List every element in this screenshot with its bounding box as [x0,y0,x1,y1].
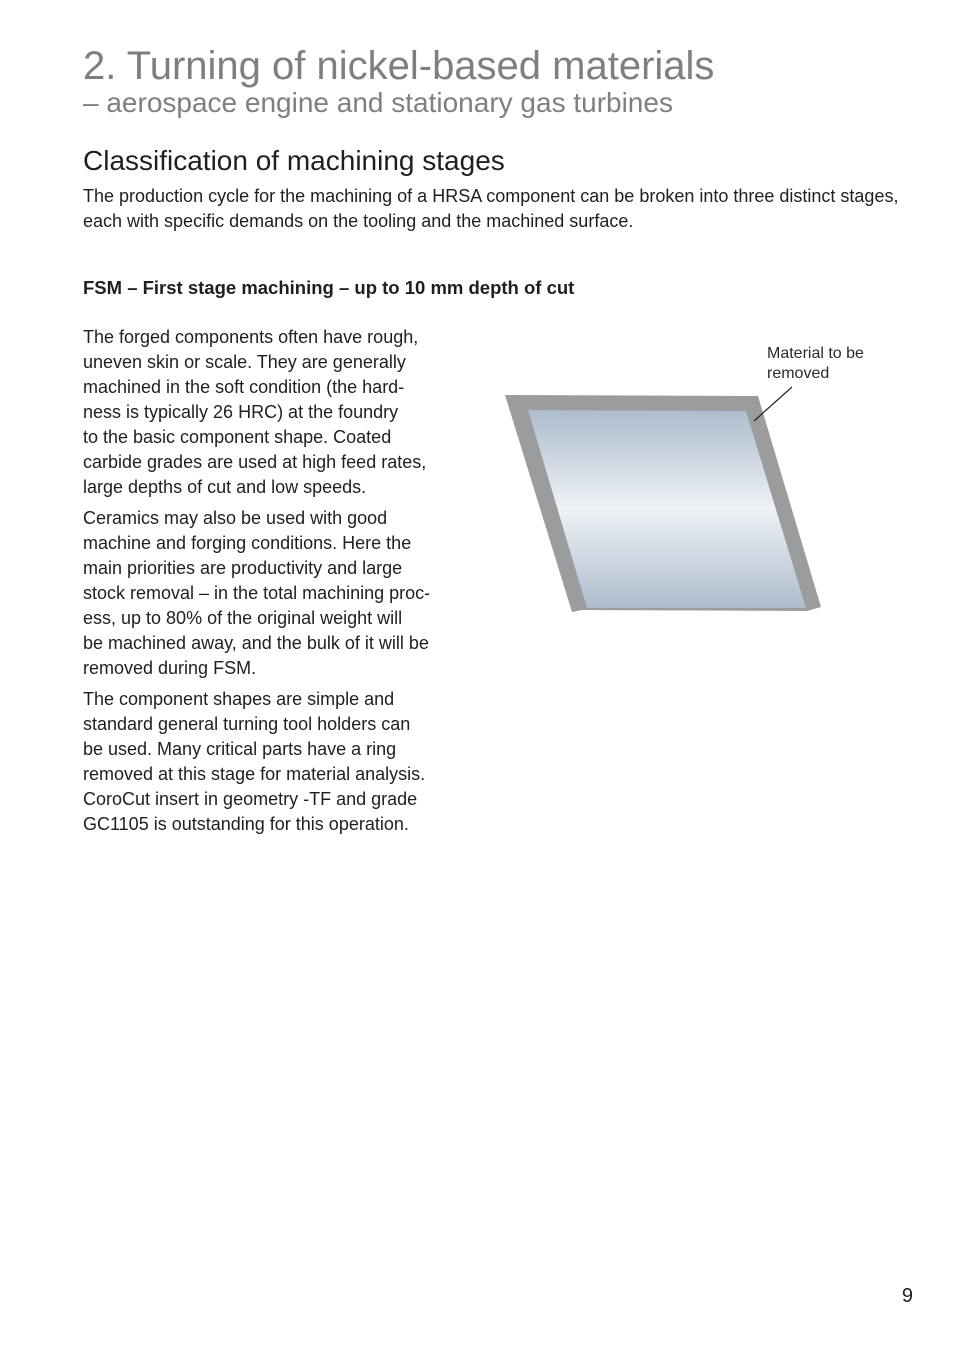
section-heading: Classification of machining stages [83,145,505,176]
page-number: 9 [901,1285,913,1307]
fsm-paragraph-3: The component shapes are simple and standard general turning tool holders can be used. Many critical parts have a ring removed at this stage for material analysis. CoroCut insert in geometry -TF and grade GC1105 is outstanding for this operation. [83,689,426,834]
machining-stage-figure [490,330,910,630]
fsm-paragraph-1: The forged components often have rough, uneven skin or scale. They are generally machined in the soft condition (the hard- ness is typically 26 HRC) at the foundry to the basic component shape. Coated carbide grades are used at high feed rates, large depths of cut and low speeds. [83,327,427,497]
intro-paragraph: The production cycle for the machining of a HRSA component can be broken into three distinct stages, each with specific demands on the tooling and the machined surface. [83,186,899,231]
page-subtitle: – aerospace engine and stationary gas turbines [83,87,673,118]
material-to-remove-label: Material to be removed [767,345,864,382]
fsm-body-column [83,325,483,843]
fsm-paragraph-2: Ceramics may also be used with good machine and forging conditions. Here the main priorities are productivity and large stock removal – in the total machining proc- ess, up to 80% of the original weight will be machined away, and the bulk of it will be removed during FSM. [83,508,431,678]
fsm-heading: FSM – First stage machining – up to 10 mm depth of cut [83,277,575,298]
page-title: 2. Turning of nickel-based materials [83,44,715,88]
